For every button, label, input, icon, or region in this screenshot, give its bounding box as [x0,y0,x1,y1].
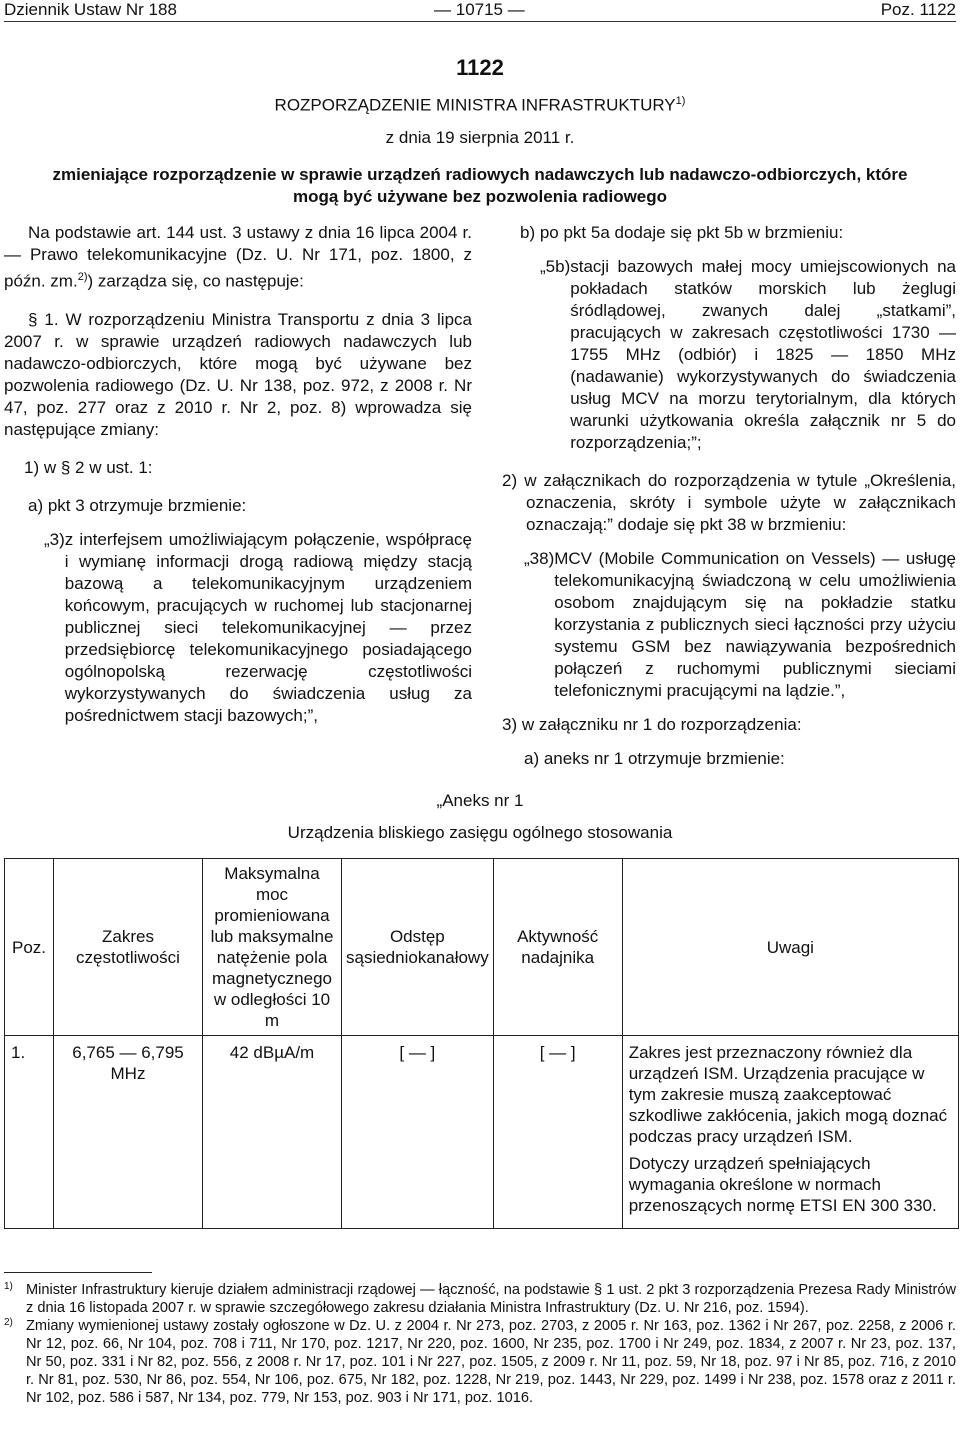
cell-poz: 1. [5,1036,54,1229]
cell-uwagi [622,1036,958,1229]
header-poz: Poz. [5,859,54,1036]
header-natezenie: Maksymalna moc promieniowana lub maksymalne natężenie pola magnetycznego w odległości 10 m [203,859,342,1036]
footnote-2-mark: 2) [4,1317,13,1328]
running-header [4,0,956,26]
journal-page-number: — 10715 — [434,0,525,19]
act-subject: zmieniające rozporządzenie w sprawie urządzeń radiowych nadawczych lub nadawczo-odbiorczych, które mogą być używane bez pozwolenia radiowego [52,165,908,206]
header-uwagi: Uwagi [622,859,958,1036]
table-header-row [5,859,959,1036]
uwagi-note-1: Zakres jest przeznaczony również dla urządzeń ISM. Urządzenia pracujące w tym zakresie muszą zaakceptować szkodliwe zakłócenia, jakich mogą doznać podczas pracy urządzeń ISM. [628,1043,948,1146]
annex-subtitle: Urządzenia bliskiego zasięgu ogólnego stosowania [287,823,673,842]
definition-38-text: MCV (Mobile Communication on Vessels) — usługę telekomunikacyjną świadczoną w celu umożliwienia osobom znajdującym się na pokładzie statku korzystania z publicznych sieci łączności przy użyciu systemu GSM bez nawiązywania bezpośrednich połączeń z ruchomymi publicznymi sieciami telefonicznymi pracującymi na lądzie.”, [554,549,956,700]
amendment-item-1b: b) po pkt 5a dodaje się pkt 5b w brzmieniu: [520,223,844,242]
cell-natezenie: 42 dBµA/m [203,1036,342,1229]
footnote-1-mark: 1) [4,1281,13,1292]
definition-5b-text: stacji bazowych małej mocy umiejscowionych na pokładach statków morskich lub żeglugi śródlądowej, zwanych dalej „statkami”, pracujących w zakresach częstotliwości 1730 — 1755 MHz (odbiór) i 1825 — 1850 MHz (nadawanie) wykorzystywanych do świadczenia usług MCV na morzu terytorialnym, dla których warunki użytkowania określa załącznik nr 5 do rozporządzenia;”; [570,257,956,452]
act-date: z dnia 19 sierpnia 2011 r. [385,127,575,147]
definition-3 [4,529,472,727]
act-title-text: ROZPORZĄDZENIE MINISTRA INFRASTRUKTURY [274,95,676,115]
footnote-1 [4,1281,956,1317]
definition-38 [502,548,956,702]
header-zakres: Zakres częstotliwości [54,859,203,1036]
page-number-value: 10715 [455,0,504,19]
annex-title: „Aneks nr 1 [436,791,524,810]
header-odstep: Odstęp sąsiedniokanałowy [342,859,494,1036]
journal-name: Dziennik Ustaw Nr 188 [4,0,177,19]
annex-table [4,858,959,1229]
footnote-1-text: Minister Infrastruktury kieruje działem administracji rządowej — łączność, na podstawie § 1 ust. 2 pkt 3 rozporządzenia Prezesa Rady Ministrów z dnia 16 listopada 2007 r. w sprawie szczegółowego zakresu działania Ministra Infrastruktury (Dz. U. Nr 216, poz. 1594). [26,1282,956,1316]
preamble-footnote-ref: 2) [77,271,88,283]
definition-3-text: z interfejsem umożliwiającym połączenie, współpracę i wymianę informacji drogą radiową między stacją bazową a telekomunikacyjnym urządzeniem końcowym, pracujących w ruchomej lub stacjonarnej publicznej sieci telekomunikacyjnej — przez przedsiębiorcę telekomunikacyjnego posiadającego ogólnopolską rezerwację częstotliwości wykorzystywanych do świadczenia usług za pośrednictwem stacji bazowych;”, [64,529,472,725]
amendment-item-1: 1) w § 2 w ust. 1: [24,457,153,477]
cell-aktywnosc: [ — ] [493,1036,622,1229]
footnote-divider [4,1272,152,1273]
definition-5b [502,256,956,454]
definition-38-label: „38) [524,549,555,568]
act-heading [0,56,960,149]
cell-odstep: [ — ] [342,1036,494,1229]
right-column [502,222,956,770]
amendment-item-2: 2) w załącznikach do rozporządzenia w tytule „Określenia, oznaczenia, skróty i symbole użyte w załącznikach oznaczają:” dodaje się pkt 38 w brzmieniu: [502,471,956,534]
paragraph-1: § 1. W rozporządzeniu Ministra Transportu z dnia 3 lipca 2007 r. w sprawie urządzeń radiowych nadawczych lub nadawczo-odbiorczych, które mogą być używane bez pozwolenia radiowego (Dz. U. Nr 138, poz. 972, z 2008 r. Nr 47, poz. 277 oraz z 2010 r. Nr 2, poz. 8) wprowadza się następujące zmiany: [4,309,472,439]
table-row [5,1036,959,1229]
act-title-footnote-ref: 1) [675,95,686,107]
amendment-item-3a: a) aneks nr 1 otrzymuje brzmienie: [524,749,785,768]
preamble [4,222,472,293]
footnote-2-text: Zmiany wymienionej ustawy zostały ogłoszone w Dz. U. z 2004 r. Nr 273, poz. 2703, z 2005 r. Nr 163, poz. 1362 i Nr 267, poz. 2258, z 2006 r. Nr 12, poz. 66, Nr 104, poz. 708 i 711, Nr 170, poz. 1217, Nr 220, poz. 1600, Nr 235, poz. 1700 i Nr 249, poz. 1834, z 2007 r. Nr 23, poz. 137, Nr 50, poz. 331 i Nr 82, poz. 556, z 2008 r. Nr 17, poz. 101 i Nr 227, poz. 1505, z 2009 r. Nr 11, poz. 59, Nr 18, poz. 97 i Nr 85, poz. 716, z 2010 r. Nr 81, poz. 530, Nr 86, poz. 554, Nr 106, poz. 675, Nr 182, poz. 1228, Nr 219, poz. 1443, Nr 229, poz. 1499 i Nr 238, poz. 1578 oraz z 2011 r. Nr 102, poz. 586 i 587, Nr 134, poz. 779, Nr 153, poz. 903 i Nr 171, poz. 1016. [26,1318,956,1406]
header-divider [4,21,956,22]
footnote-2 [4,1317,956,1407]
definition-5b-label: „5b) [540,257,571,276]
uwagi-note-2: Dotyczy urządzeń spełniających wymagania określone w normach przenoszących normę ETSI EN 300 330. [628,1154,937,1215]
act-title [0,90,960,117]
act-number: 1122 [456,55,504,80]
cell-zakres: 6,765 — 6,795 MHz [54,1036,203,1229]
definition-3-label: „3) [44,529,65,549]
left-column [4,222,472,727]
header-aktywnosc: Aktywność nadajnika [493,859,622,1036]
preamble-start: Na podstawie art. 144 ust. 3 ustawy z dnia 16 lipca 2004 r. — Prawo telekomunikacyjne (Dz. U. Nr 171, poz. 1800, z późn. zm. [4,223,472,291]
position-number: Poz. 1122 [880,0,956,19]
amendment-item-1a: a) pkt 3 otrzymuje brzmienie: [28,495,247,515]
footnotes [4,1281,956,1407]
amendment-item-3: 3) w załączniku nr 1 do rozporządzenia: [502,715,802,734]
preamble-end: ) zarządza się, co następuje: [87,271,304,291]
